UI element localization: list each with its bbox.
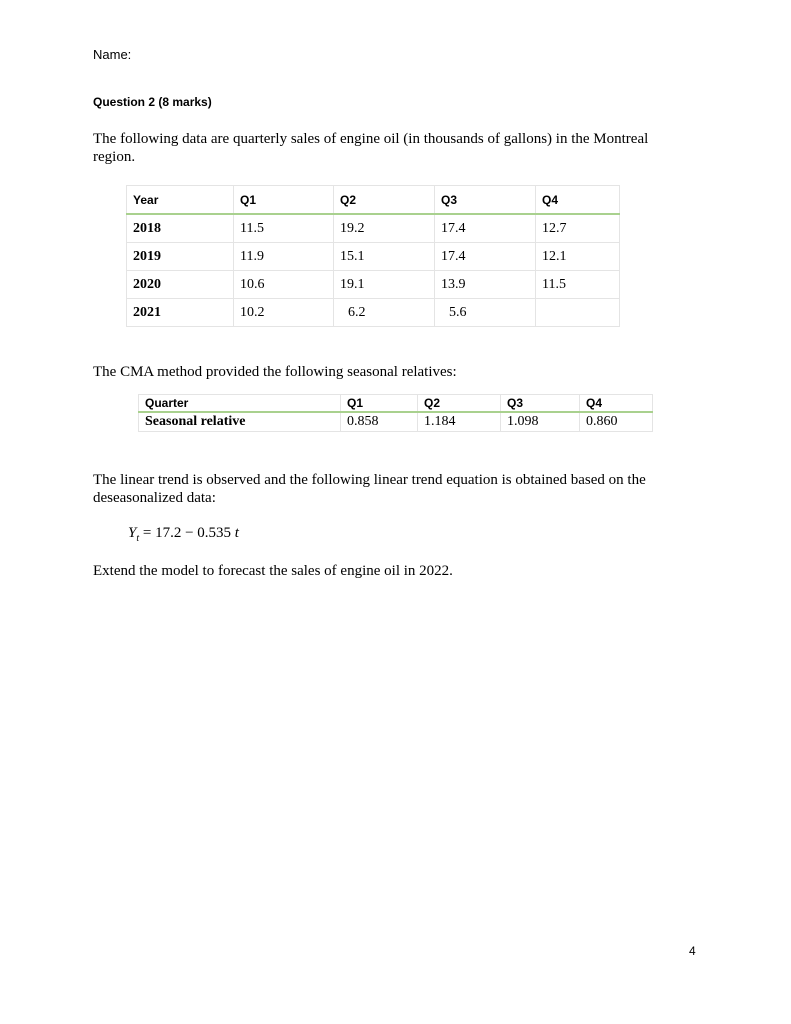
forecast-text: Extend the model to forecast the sales of engine oil in 2022. xyxy=(93,563,453,579)
question-title: Question 2 (8 marks) xyxy=(93,95,212,109)
table-row xyxy=(139,412,653,432)
table-cell: 1.098 xyxy=(501,412,580,432)
page-number: 4 xyxy=(689,944,696,958)
equation-lhs: Y xyxy=(128,525,137,541)
table-cell: 0.860 xyxy=(580,412,653,432)
seasonal-header-quarter: Quarter xyxy=(139,395,341,413)
table-row xyxy=(127,214,620,243)
table-cell: 11.5 xyxy=(536,271,620,299)
table-cell-year: 2021 xyxy=(127,299,234,327)
seasonal-header-q4: Q4 xyxy=(580,395,653,413)
seasonal-header-q2: Q2 xyxy=(418,395,501,413)
table-cell: 12.1 xyxy=(536,243,620,271)
table-cell: 17.4 xyxy=(435,214,536,243)
table-cell: 10.2 xyxy=(234,299,334,327)
seasonal-table-header-row xyxy=(139,395,653,413)
equation-subscript: t xyxy=(136,533,140,544)
table-row xyxy=(127,271,620,299)
sales-table xyxy=(126,185,620,327)
equation-rhs: = 17.2 − 0.535 xyxy=(139,525,235,541)
table-cell: 5.6 xyxy=(435,299,536,327)
sales-table-header-row xyxy=(127,186,620,215)
equation-var: t xyxy=(234,525,239,541)
table-cell-year: 2019 xyxy=(127,243,234,271)
seasonal-row-label: Seasonal relative xyxy=(139,412,341,432)
seasonal-header-q1: Q1 xyxy=(341,395,418,413)
seasonal-header-q3: Q3 xyxy=(501,395,580,413)
sales-header-year: Year xyxy=(127,186,234,215)
seasonal-relatives-table xyxy=(138,394,653,432)
table-cell: 1.184 xyxy=(418,412,501,432)
table-cell: 11.9 xyxy=(234,243,334,271)
sales-header-q3: Q3 xyxy=(435,186,536,215)
table-cell xyxy=(536,299,620,327)
table-row xyxy=(127,243,620,271)
table-cell: 10.6 xyxy=(234,271,334,299)
sales-header-q4: Q4 xyxy=(536,186,620,215)
table-cell: 19.2 xyxy=(334,214,435,243)
table-cell: 17.4 xyxy=(435,243,536,271)
table-cell: 0.858 xyxy=(341,412,418,432)
table-cell: 19.1 xyxy=(334,271,435,299)
table-cell: 11.5 xyxy=(234,214,334,243)
table-cell: 6.2 xyxy=(334,299,435,327)
name-label: Name: xyxy=(93,47,132,62)
table-row xyxy=(127,299,620,327)
trend-equation xyxy=(128,525,239,544)
table-cell: 13.9 xyxy=(435,271,536,299)
table-cell: 12.7 xyxy=(536,214,620,243)
sales-header-q1: Q1 xyxy=(234,186,334,215)
table-cell-year: 2018 xyxy=(127,214,234,243)
sales-header-q2: Q2 xyxy=(334,186,435,215)
question-intro: The following data are quarterly sales of engine oil (in thousands of gallons) in the Montreal region. xyxy=(93,131,649,165)
table-cell: 15.1 xyxy=(334,243,435,271)
trend-text: The linear trend is observed and the following linear trend equation is obtained based on the deseasonalized data: xyxy=(93,472,646,506)
table-cell-year: 2020 xyxy=(127,271,234,299)
cma-text: The CMA method provided the following seasonal relatives: xyxy=(93,364,457,380)
